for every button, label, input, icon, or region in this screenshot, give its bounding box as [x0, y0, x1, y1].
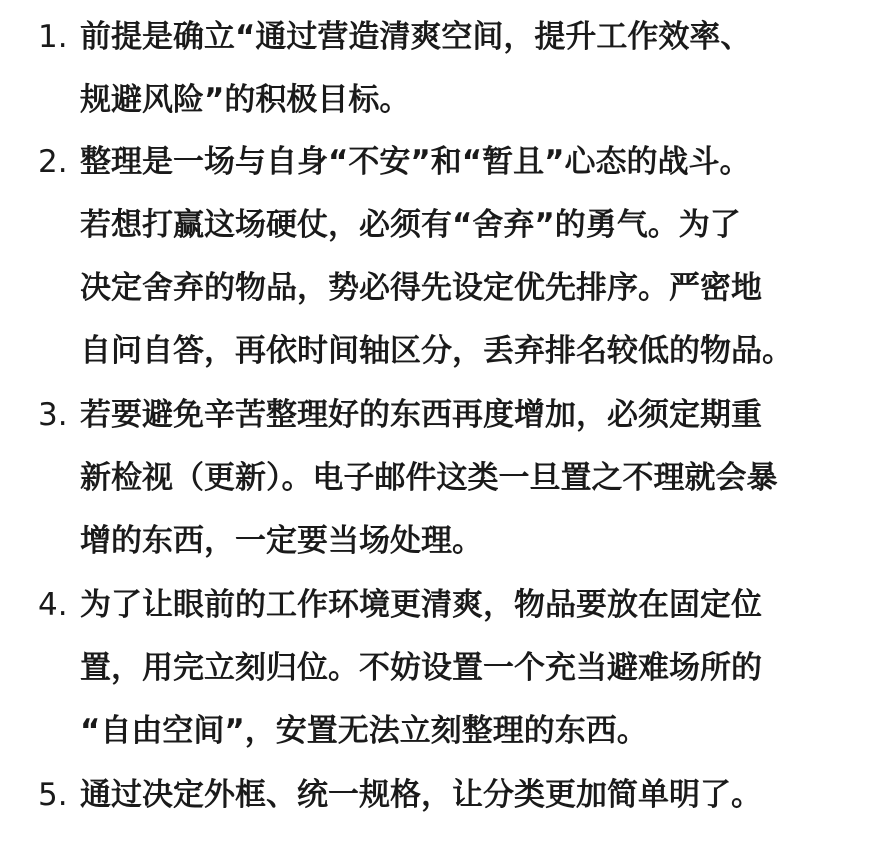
item-line: 自问自答，再依时间轴区分，丢弃排名较低的物品。 — [80, 333, 793, 369]
item-number: 2. — [38, 144, 68, 180]
item-number: 5. — [38, 777, 68, 813]
item-number: 3. — [38, 397, 68, 433]
item-line: 决定舍弃的物品，势必得先设定优先排序。严密地 — [80, 270, 762, 306]
item-line: 规避风险”的积极目标。 — [80, 82, 411, 118]
item-number: 1. — [38, 19, 68, 55]
item-line: 增的东西，一定要当场处理。 — [80, 523, 483, 559]
item-line: 置，用完立刻归位。不妨设置一个充当避难场所的 — [80, 650, 762, 686]
item-line: 若想打赢这场硬仗，必须有“舍弃”的勇气。为了 — [80, 207, 741, 243]
item-number: 4. — [38, 587, 68, 623]
item-line: 前提是确立“通过营造清爽空间，提升工作效率、 — [80, 19, 752, 55]
item-line: 新检视（更新）。电子邮件这类一旦置之不理就会暴 — [80, 460, 778, 496]
item-line: 为了让眼前的工作环境更清爽，物品要放在固定位 — [80, 587, 762, 623]
item-line: “自由空间”，安置无法立刻整理的东西。 — [80, 713, 648, 749]
item-line: 整理是一场与自身“不安”和“暂且”心态的战斗。 — [80, 144, 751, 180]
item-line: 若要避免辛苦整理好的东西再度增加，必须定期重 — [80, 397, 762, 433]
item-line: 通过决定外框、统一规格，让分类更加简单明了。 — [80, 777, 762, 813]
